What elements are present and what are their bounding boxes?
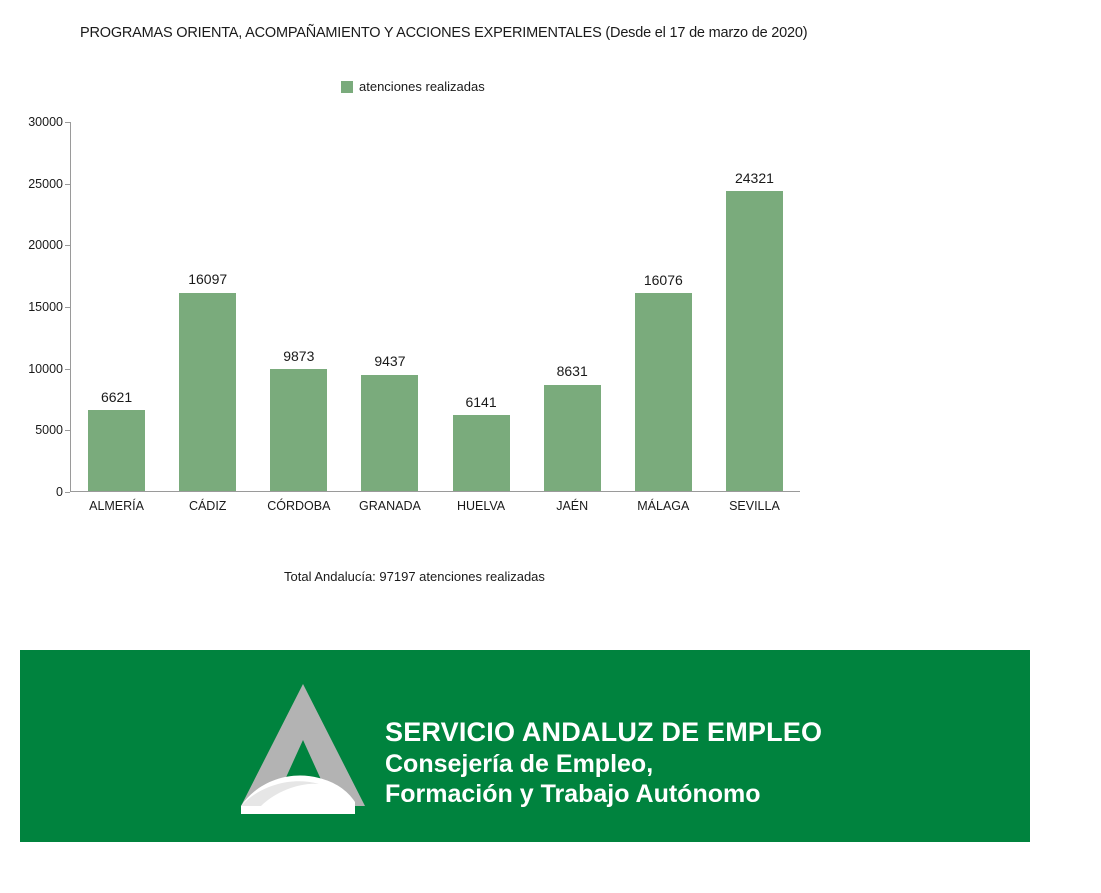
bar-jaen[interactable] <box>544 385 601 491</box>
bar-cadiz[interactable] <box>179 293 236 491</box>
y-tick-mark-15000 <box>65 307 70 308</box>
y-tick-25000: 25000 <box>28 176 63 191</box>
bar-sevilla[interactable] <box>726 191 783 491</box>
plot-area <box>28 115 800 499</box>
bar-granada[interactable] <box>361 375 418 491</box>
bar-slot-cordoba <box>253 122 344 491</box>
total-annotation: Total Andalucía: 97197 atenciones realizadas <box>284 569 545 584</box>
footer-banner <box>20 650 1030 842</box>
bar-label-cadiz: 16097 <box>188 271 228 288</box>
x-label-cordoba: CÓRDOBA <box>267 499 331 513</box>
bar-series <box>71 122 800 491</box>
bar-label-jaen: 8631 <box>556 363 588 380</box>
legend-label-atenciones: atenciones realizadas <box>359 79 485 94</box>
y-tick-30000: 30000 <box>28 115 63 129</box>
bar-label-cordoba: 9873 <box>283 347 315 364</box>
bar-slot-granada <box>344 122 435 491</box>
chart-legend <box>341 79 485 94</box>
y-tick-0: 0 <box>56 485 63 499</box>
bar-malaga[interactable] <box>635 293 692 491</box>
bar-slot-cadiz <box>162 122 253 491</box>
y-tick-mark-30000 <box>65 122 70 123</box>
banner-title: SERVICIO ANDALUZ DE EMPLEO <box>385 717 823 747</box>
y-tick-mark-20000 <box>65 245 70 246</box>
y-tick-mark-0 <box>65 492 70 493</box>
bar-slot-huelva <box>436 122 527 491</box>
x-label-sevilla: SEVILLA <box>729 499 780 513</box>
y-tick-5000: 5000 <box>35 423 63 438</box>
bar-label-malaga: 16076 <box>643 271 683 288</box>
y-tick-20000: 20000 <box>28 238 63 253</box>
y-tick-mark-25000 <box>65 184 70 185</box>
bar-huelva[interactable] <box>453 415 510 491</box>
x-label-cadiz: CÁDIZ <box>188 499 227 513</box>
junta-de-andalucia-logo <box>215 678 390 818</box>
bar-slot-almeria <box>71 122 162 491</box>
y-tick-10000: 10000 <box>28 361 63 376</box>
bar-slot-malaga <box>618 122 709 491</box>
y-tick-mark-5000 <box>65 430 70 431</box>
bar-label-granada: 9437 <box>374 353 406 370</box>
x-label-almeria: ALMERÍA <box>89 499 144 513</box>
bar-label-huelva: 6141 <box>465 393 497 410</box>
x-axis-labels <box>71 499 800 513</box>
legend-swatch-atenciones <box>341 81 353 93</box>
banner-subtitle-1: Consejería de Empleo, <box>385 749 654 778</box>
bar-label-almeria: 6621 <box>100 389 133 405</box>
bar-slot-sevilla <box>709 122 800 491</box>
banner-text-block <box>385 716 822 810</box>
bar-label-sevilla: 24321 <box>734 169 774 186</box>
bar-slot-jaen <box>527 122 618 491</box>
y-tick-15000: 15000 <box>28 300 63 314</box>
bar-cordoba[interactable] <box>270 369 327 491</box>
x-label-malaga: MÁLAGA <box>637 499 690 513</box>
banner-subtitle-2: Formación y Trabajo Autónomo <box>385 780 761 809</box>
x-label-granada: GRANADA <box>359 499 421 513</box>
x-axis-line <box>70 491 800 492</box>
y-tick-mark-10000 <box>65 369 70 370</box>
x-label-jaen: JAÉN <box>556 499 589 513</box>
bar-almeria[interactable] <box>88 410 145 492</box>
x-label-huelva: HUELVA <box>456 499 506 513</box>
page-title: PROGRAMAS ORIENTA, ACOMPAÑAMIENTO Y ACCIONES EXPERIMENTALES (Desde el 17 de marzo de 2020) <box>80 25 808 41</box>
